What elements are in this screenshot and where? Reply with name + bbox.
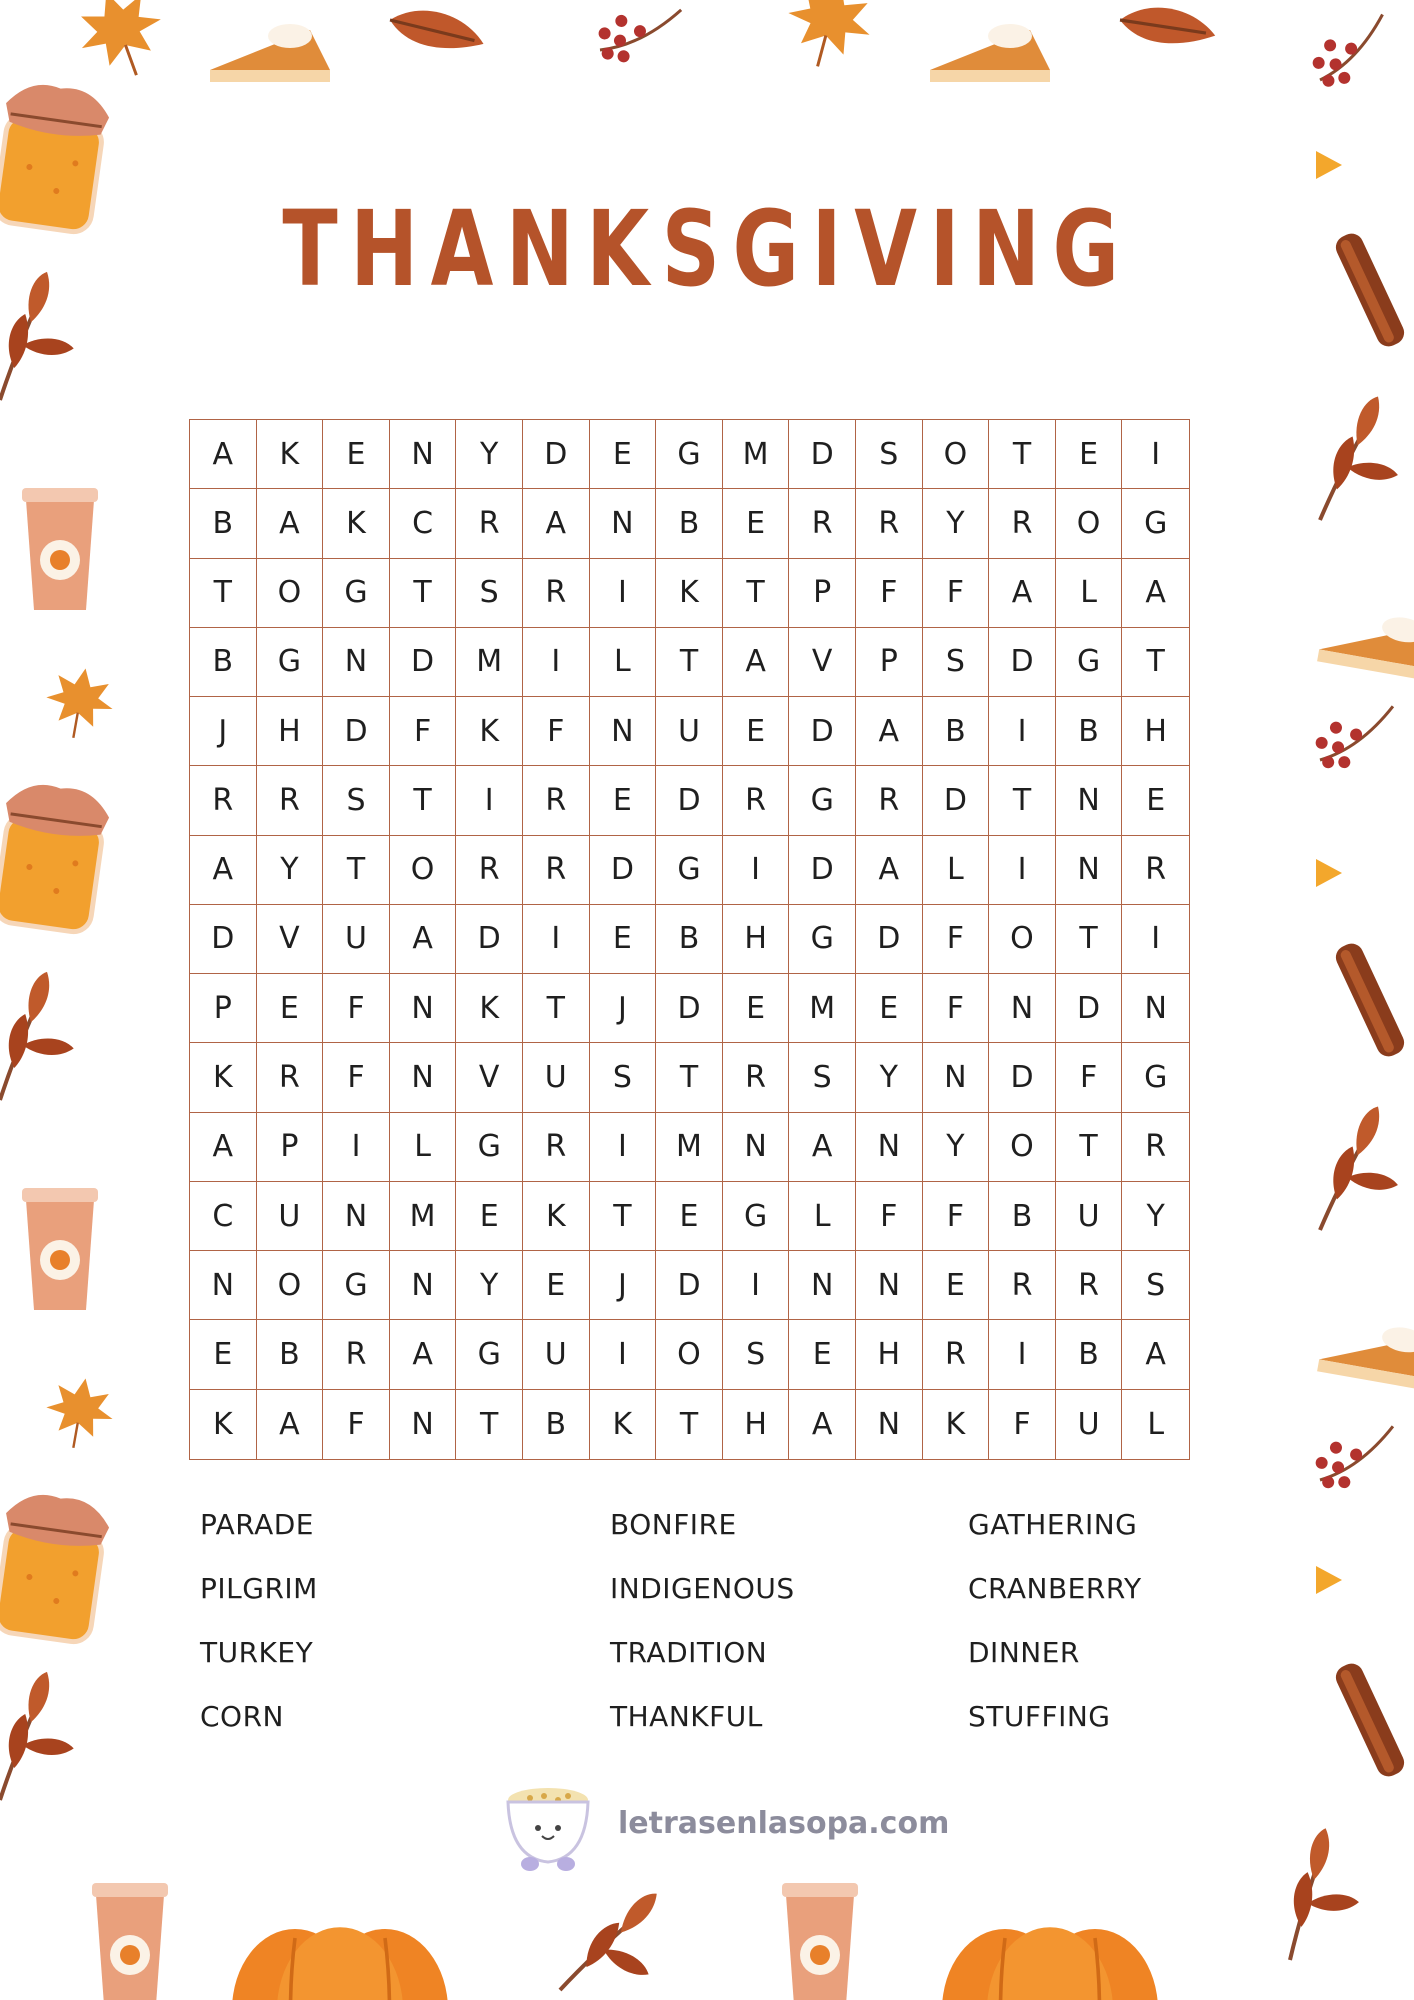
grid-cell[interactable]: L — [923, 836, 990, 905]
grid-cell[interactable]: T — [989, 766, 1056, 835]
grid-cell[interactable]: T — [190, 559, 257, 628]
grid-cell[interactable]: R — [989, 489, 1056, 558]
grid-cell[interactable]: S — [723, 1320, 790, 1389]
grid-cell[interactable]: N — [590, 697, 657, 766]
word-item: BONFIRE — [610, 1508, 737, 1541]
grid-cell[interactable]: B — [190, 489, 257, 558]
grid-cell[interactable]: R — [723, 766, 790, 835]
grid-cell[interactable]: I — [523, 905, 590, 974]
word-item: CORN — [200, 1700, 284, 1733]
grid-cell[interactable]: N — [789, 1251, 856, 1320]
grid-cell[interactable]: E — [590, 905, 657, 974]
bowl-mascot-icon — [500, 1778, 596, 1874]
word-item: DINNER — [968, 1636, 1080, 1669]
grid-cell[interactable]: Y — [456, 420, 523, 489]
grid-cell[interactable]: D — [656, 974, 723, 1043]
grid-cell[interactable]: T — [323, 836, 390, 905]
grid-cell[interactable]: I — [523, 628, 590, 697]
grid-cell[interactable]: B — [989, 1182, 1056, 1251]
grid-cell[interactable]: T — [656, 1390, 723, 1459]
grid-cell[interactable]: P — [856, 628, 923, 697]
grid-cell[interactable]: S — [856, 420, 923, 489]
grid-cell[interactable]: N — [390, 1251, 457, 1320]
grid-cell[interactable]: H — [723, 905, 790, 974]
grid-cell[interactable]: L — [590, 628, 657, 697]
grid-cell[interactable]: D — [656, 766, 723, 835]
word-item: CRANBERRY — [968, 1572, 1142, 1605]
grid-cell[interactable]: Y — [923, 489, 990, 558]
grid-cell[interactable]: D — [456, 905, 523, 974]
grid-cell[interactable]: T — [390, 766, 457, 835]
grid-cell[interactable]: V — [456, 1043, 523, 1112]
grid-cell[interactable]: T — [989, 420, 1056, 489]
grid-cell[interactable]: A — [789, 1390, 856, 1459]
grid-cell[interactable]: D — [856, 905, 923, 974]
grid-cell[interactable]: R — [523, 1113, 590, 1182]
grid-cell[interactable]: H — [856, 1320, 923, 1389]
grid-cell[interactable]: A — [989, 559, 1056, 628]
word-column-1 — [200, 1500, 318, 1756]
grid-cell[interactable]: R — [323, 1320, 390, 1389]
grid-cell[interactable]: F — [323, 1390, 390, 1459]
grid-cell[interactable]: S — [789, 1043, 856, 1112]
grid-cell[interactable]: K — [923, 1390, 990, 1459]
grid-cell[interactable]: B — [523, 1390, 590, 1459]
grid-cell[interactable]: R — [923, 1320, 990, 1389]
grid-cell[interactable]: O — [989, 905, 1056, 974]
grid-cell[interactable]: V — [257, 905, 324, 974]
grid-cell[interactable]: E — [789, 1320, 856, 1389]
grid-cell[interactable]: N — [390, 974, 457, 1043]
grid-cell[interactable]: H — [257, 697, 324, 766]
grid-cell[interactable]: A — [190, 1113, 257, 1182]
grid-cell[interactable]: F — [923, 1182, 990, 1251]
grid-cell[interactable]: N — [856, 1390, 923, 1459]
grid-cell[interactable]: Y — [856, 1043, 923, 1112]
grid-cell[interactable]: T — [1056, 905, 1123, 974]
grid-cell[interactable]: O — [656, 1320, 723, 1389]
grid-cell[interactable]: E — [323, 420, 390, 489]
grid-cell[interactable]: R — [257, 766, 324, 835]
grid-cell[interactable]: T — [723, 559, 790, 628]
grid-cell[interactable]: R — [257, 1043, 324, 1112]
grid-cell[interactable]: T — [656, 628, 723, 697]
grid-cell[interactable]: K — [456, 697, 523, 766]
grid-cell[interactable]: E — [656, 1182, 723, 1251]
grid-cell[interactable]: A — [390, 905, 457, 974]
grid-cell[interactable]: J — [590, 974, 657, 1043]
grid-cell[interactable]: G — [456, 1113, 523, 1182]
grid-cell[interactable]: B — [190, 628, 257, 697]
word-item: INDIGENOUS — [610, 1572, 795, 1605]
grid-cell[interactable]: F — [323, 1043, 390, 1112]
grid-cell[interactable]: D — [523, 420, 590, 489]
grid-cell[interactable]: K — [257, 420, 324, 489]
grid-cell[interactable]: E — [723, 697, 790, 766]
grid-cell[interactable]: B — [1056, 697, 1123, 766]
grid-cell[interactable]: S — [923, 628, 990, 697]
grid-cell[interactable]: I — [1122, 420, 1189, 489]
grid-cell[interactable]: L — [789, 1182, 856, 1251]
grid-cell[interactable]: N — [390, 1043, 457, 1112]
word-item: GATHERING — [968, 1508, 1138, 1541]
grid-cell[interactable]: I — [723, 836, 790, 905]
word-item: STUFFING — [968, 1700, 1111, 1733]
grid-cell[interactable]: Y — [923, 1113, 990, 1182]
grid-cell[interactable]: A — [257, 489, 324, 558]
grid-cell[interactable]: E — [590, 766, 657, 835]
grid-cell[interactable]: A — [190, 420, 257, 489]
grid-cell[interactable]: Y — [1122, 1182, 1189, 1251]
grid-cell[interactable]: A — [856, 697, 923, 766]
grid-cell[interactable]: E — [856, 974, 923, 1043]
grid-cell[interactable]: D — [789, 836, 856, 905]
grid-cell[interactable]: S — [456, 559, 523, 628]
grid-cell[interactable]: A — [856, 836, 923, 905]
grid-cell[interactable]: I — [989, 697, 1056, 766]
grid-cell[interactable]: R — [989, 1251, 1056, 1320]
grid-cell[interactable]: A — [1122, 559, 1189, 628]
grid-cell[interactable]: N — [1122, 974, 1189, 1043]
grid-cell[interactable]: E — [456, 1182, 523, 1251]
grid-cell[interactable]: N — [190, 1251, 257, 1320]
grid-cell[interactable]: N — [723, 1113, 790, 1182]
grid-cell[interactable]: F — [923, 974, 990, 1043]
grid-cell[interactable]: N — [856, 1113, 923, 1182]
grid-cell[interactable]: G — [723, 1182, 790, 1251]
grid-cell[interactable]: B — [656, 489, 723, 558]
grid-cell[interactable]: N — [923, 1043, 990, 1112]
grid-cell[interactable]: L — [390, 1113, 457, 1182]
grid-cell[interactable]: U — [323, 905, 390, 974]
grid-cell[interactable]: R — [523, 559, 590, 628]
grid-cell[interactable]: T — [456, 1390, 523, 1459]
grid-cell[interactable]: L — [1147, 1406, 1165, 1442]
grid-cell[interactable]: P — [190, 974, 257, 1043]
grid-cell[interactable]: T — [523, 974, 590, 1043]
grid-cell[interactable]: K — [323, 489, 390, 558]
word-column-3 — [968, 1500, 1142, 1756]
grid-cell[interactable]: D — [590, 836, 657, 905]
grid-cell[interactable]: N — [856, 1251, 923, 1320]
grid-cell[interactable]: K — [190, 1043, 257, 1112]
grid-cell[interactable]: I — [723, 1251, 790, 1320]
grid-cell[interactable]: E — [923, 1251, 990, 1320]
grid-cell[interactable]: M — [390, 1182, 457, 1251]
grid-cell[interactable]: I — [323, 1113, 390, 1182]
word-search-grid[interactable] — [189, 419, 1190, 1460]
grid-cell[interactable]: G — [1122, 1043, 1189, 1112]
grid-cell[interactable]: G — [656, 836, 723, 905]
grid-cell[interactable]: P — [789, 559, 856, 628]
page-title: THANKSGIVING — [282, 188, 1132, 310]
grid-cell[interactable]: T — [1056, 1113, 1123, 1182]
grid-cell[interactable]: O — [390, 836, 457, 905]
grid-cell[interactable]: T — [1122, 628, 1189, 697]
grid-cell[interactable]: F — [323, 974, 390, 1043]
grid-cell[interactable]: C — [190, 1182, 257, 1251]
word-item: TURKEY — [200, 1636, 314, 1669]
grid-cell[interactable]: I — [1122, 905, 1189, 974]
grid-cell[interactable]: G — [789, 766, 856, 835]
grid-cell[interactable]: E — [590, 420, 657, 489]
grid-cell[interactable]: R — [723, 1043, 790, 1112]
grid-cell[interactable]: E — [523, 1251, 590, 1320]
grid-cell[interactable]: N — [323, 1182, 390, 1251]
grid-cell[interactable]: I — [989, 1320, 1056, 1389]
grid-cell[interactable]: R — [523, 836, 590, 905]
grid-cell[interactable]: N — [590, 489, 657, 558]
grid-cell[interactable]: E — [1122, 766, 1189, 835]
grid-cell[interactable]: N — [1056, 766, 1123, 835]
grid-cell[interactable]: A — [523, 489, 590, 558]
grid-cell[interactable]: E — [723, 489, 790, 558]
grid-cell[interactable]: A — [789, 1113, 856, 1182]
grid-cell[interactable]: R — [1056, 1251, 1123, 1320]
grid-cell[interactable]: R — [456, 836, 523, 905]
grid-cell[interactable]: G — [257, 628, 324, 697]
grid-cell[interactable]: D — [989, 1043, 1056, 1112]
grid-cell[interactable]: O — [923, 420, 990, 489]
grid-cell[interactable]: M — [656, 1113, 723, 1182]
grid-cell[interactable]: M — [456, 628, 523, 697]
grid-cell[interactable]: E — [1056, 420, 1123, 489]
grid-cell[interactable]: F — [923, 559, 990, 628]
grid-cell[interactable]: N — [323, 628, 390, 697]
grid-cell[interactable]: D — [923, 766, 990, 835]
grid-cell[interactable]: K — [590, 1390, 657, 1459]
grid-cell[interactable]: D — [789, 697, 856, 766]
grid-cell[interactable]: G — [789, 905, 856, 974]
grid-cell[interactable]: Y — [257, 836, 324, 905]
grid-cell[interactable]: V — [789, 628, 856, 697]
grid-cell[interactable]: U — [257, 1182, 324, 1251]
grid-cell[interactable]: B — [923, 697, 990, 766]
grid-cell[interactable]: M — [789, 974, 856, 1043]
grid-cell[interactable]: K — [456, 974, 523, 1043]
grid-cell[interactable]: G — [656, 420, 723, 489]
grid-cell[interactable]: R — [523, 766, 590, 835]
grid-cell[interactable]: A — [257, 1390, 324, 1459]
grid-cell[interactable]: M — [723, 420, 790, 489]
grid-cell[interactable]: G — [1122, 489, 1189, 558]
grid-cell[interactable]: K — [523, 1182, 590, 1251]
grid-cell[interactable]: S — [323, 766, 390, 835]
grid-cell[interactable]: J — [190, 697, 257, 766]
word-list — [0, 1500, 1414, 1760]
grid-cell[interactable]: F — [390, 697, 457, 766]
grid-cell[interactable]: A — [1122, 1320, 1189, 1389]
grid-cell[interactable]: R — [1122, 1113, 1189, 1182]
grid-cell[interactable]: O — [257, 1251, 324, 1320]
grid-cell[interactable]: K — [656, 559, 723, 628]
grid-cell[interactable]: G — [1056, 628, 1123, 697]
grid-cell[interactable]: F — [856, 1182, 923, 1251]
grid-cell[interactable]: A — [390, 1320, 457, 1389]
grid-cell[interactable]: O — [989, 1113, 1056, 1182]
grid-cell[interactable]: D — [323, 697, 390, 766]
grid-cell[interactable]: N — [390, 420, 457, 489]
grid-cell[interactable]: N — [1056, 836, 1123, 905]
grid-cell[interactable]: U — [1056, 1182, 1123, 1251]
grid-cell[interactable]: Y — [456, 1251, 523, 1320]
grid-cell[interactable]: R — [1122, 836, 1189, 905]
grid-cell[interactable]: I — [456, 766, 523, 835]
grid-cell[interactable]: S — [590, 1043, 657, 1112]
grid-cell[interactable]: U — [1056, 1390, 1123, 1459]
grid-cell[interactable]: F — [989, 1390, 1056, 1459]
grid-cell[interactable]: D — [656, 1251, 723, 1320]
word-item: PILGRIM — [200, 1572, 318, 1605]
grid-cell[interactable]: T — [590, 1182, 657, 1251]
grid-cell[interactable]: D — [190, 905, 257, 974]
grid-cell[interactable]: D — [390, 628, 457, 697]
grid-cell[interactable]: B — [257, 1320, 324, 1389]
grid-cell[interactable]: R — [456, 489, 523, 558]
grid-cell[interactable]: O — [257, 559, 324, 628]
grid-cell[interactable]: N — [390, 1390, 457, 1459]
grid-cell[interactable]: I — [590, 1113, 657, 1182]
grid-cell[interactable]: T — [390, 559, 457, 628]
grid-cell[interactable]: A — [190, 836, 257, 905]
grid-cell[interactable]: I — [590, 559, 657, 628]
grid-cell[interactable]: T — [656, 1043, 723, 1112]
grid-cell[interactable]: N — [989, 974, 1056, 1043]
grid-cell[interactable]: I — [590, 1320, 657, 1389]
word-item: THANKFUL — [610, 1700, 763, 1733]
grid-cell[interactable]: D — [1056, 974, 1123, 1043]
grid-cell[interactable]: R — [856, 489, 923, 558]
grid-cell[interactable]: S — [1122, 1251, 1189, 1320]
grid-cell[interactable]: B — [1056, 1320, 1123, 1389]
grid-cell[interactable]: G — [323, 1251, 390, 1320]
word-item: TRADITION — [610, 1636, 768, 1669]
grid-cell[interactable]: J — [590, 1251, 657, 1320]
word-item: PARADE — [200, 1508, 314, 1541]
grid-cell[interactable]: E — [190, 1320, 257, 1389]
grid-cell[interactable]: F — [1056, 1043, 1123, 1112]
grid-cell[interactable]: E — [257, 974, 324, 1043]
grid-cell[interactable]: R — [856, 766, 923, 835]
grid-cell[interactable]: B — [656, 905, 723, 974]
grid-cell[interactable]: U — [523, 1043, 590, 1112]
grid-cell[interactable]: F — [523, 697, 590, 766]
grid-cell[interactable]: R — [190, 766, 257, 835]
grid-cell[interactable]: D — [789, 420, 856, 489]
grid-cell[interactable]: C — [390, 489, 457, 558]
grid-cell[interactable]: I — [989, 836, 1056, 905]
grid-cell[interactable]: G — [323, 559, 390, 628]
grid-cell[interactable]: R — [789, 489, 856, 558]
grid-cell[interactable]: F — [856, 559, 923, 628]
grid-cell[interactable]: E — [723, 974, 790, 1043]
grid-cell[interactable]: U — [523, 1320, 590, 1389]
grid-cell[interactable]: H — [723, 1390, 790, 1459]
grid-cell[interactable]: L — [1056, 559, 1123, 628]
grid-cell[interactable]: A — [723, 628, 790, 697]
grid-cell[interactable]: H — [1122, 697, 1189, 766]
grid-cell[interactable]: D — [989, 628, 1056, 697]
grid-cell[interactable]: F — [923, 905, 990, 974]
footer-site-link[interactable]: letrasenlasopa.com — [618, 1806, 950, 1841]
grid-cell[interactable]: U — [656, 697, 723, 766]
grid-cell[interactable]: G — [456, 1320, 523, 1389]
grid-cell[interactable]: K — [190, 1390, 257, 1459]
word-column-2 — [610, 1500, 795, 1756]
grid-cell[interactable]: P — [257, 1113, 324, 1182]
grid-cell[interactable]: O — [1056, 489, 1123, 558]
